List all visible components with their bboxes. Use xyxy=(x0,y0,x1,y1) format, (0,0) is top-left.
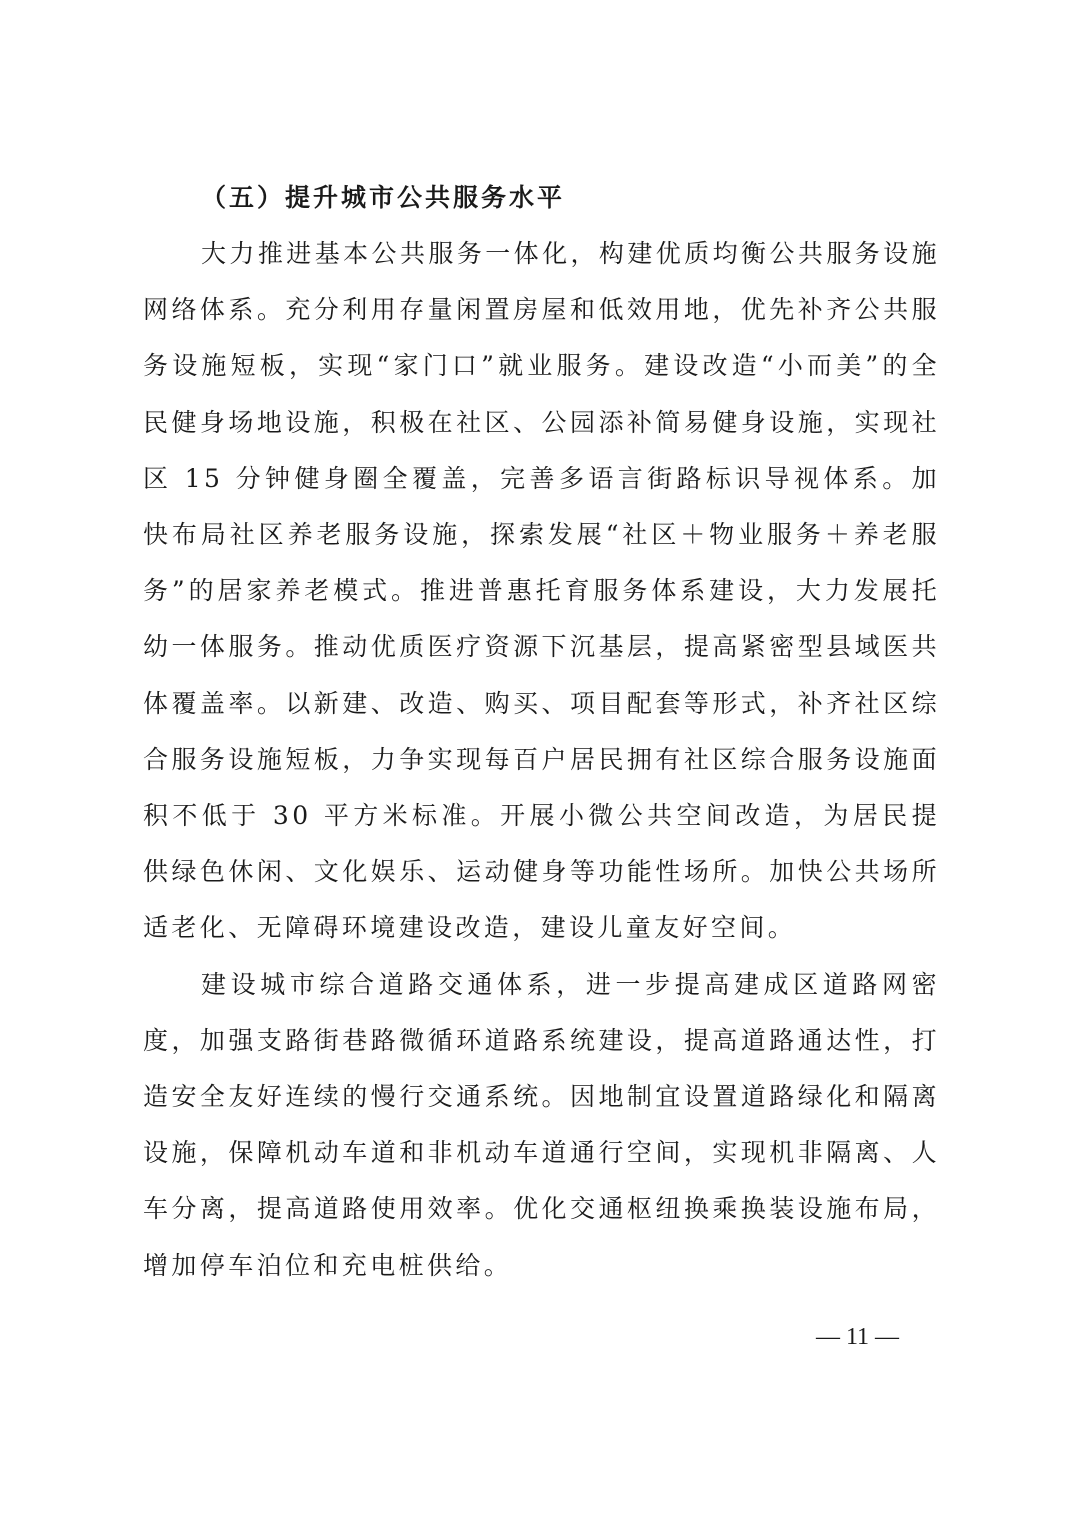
section-heading: （五）提升城市公共服务水平 xyxy=(201,183,566,212)
document-body xyxy=(143,170,940,1294)
paragraph-public-services: 大力推进基本公共服务一体化，构建优质均衡公共服务设施网络体系。充分利用存量闲置房屋和低效用地，优先补齐公共服务设施短板，实现“家门口”就业服务。建设改造“小而美”的全民健身场地设施，积极在社区、公园添补简易健身设施，实现社区 15 分钟健身圈全覆盖，完善多语言街路标识导视体系。加快布局社区养老服务设施，探索发展“社区＋物业服务＋养老服务”的居家养老模式。推进普惠托育服务体系建设，大力发展托幼一体服务。推动优质医疗资源下沉基层，提高紧密型县域医共体覆盖率。以新建、改造、购买、项目配套等形式，补齐社区综合服务设施短板，力争实现每百户居民拥有社区综合服务设施面积不低于 30 平方米标准。开展小微公共空间改造，为居民提供绿色休闲、文化娱乐、运动健身等功能性场所。加快公共场所适老化、无障碍环境建设改造，建设儿童友好空间。 xyxy=(143,239,940,943)
paragraph-road-traffic: 建设城市综合道路交通体系，进一步提高建成区道路网密度，加强支路街巷路微循环道路系统建设，提高道路通达性，打造安全友好连续的慢行交通系统。因地制宜设置道路绿化和隔离设施，保障机动车道和非机动车道通行空间，实现机非隔离、人车分离，提高道路使用效率。优化交通枢纽换乘换装设施布局，增加停车泊位和充电桩供给。 xyxy=(143,969,940,1280)
page-number: — 11 — xyxy=(815,1324,900,1350)
